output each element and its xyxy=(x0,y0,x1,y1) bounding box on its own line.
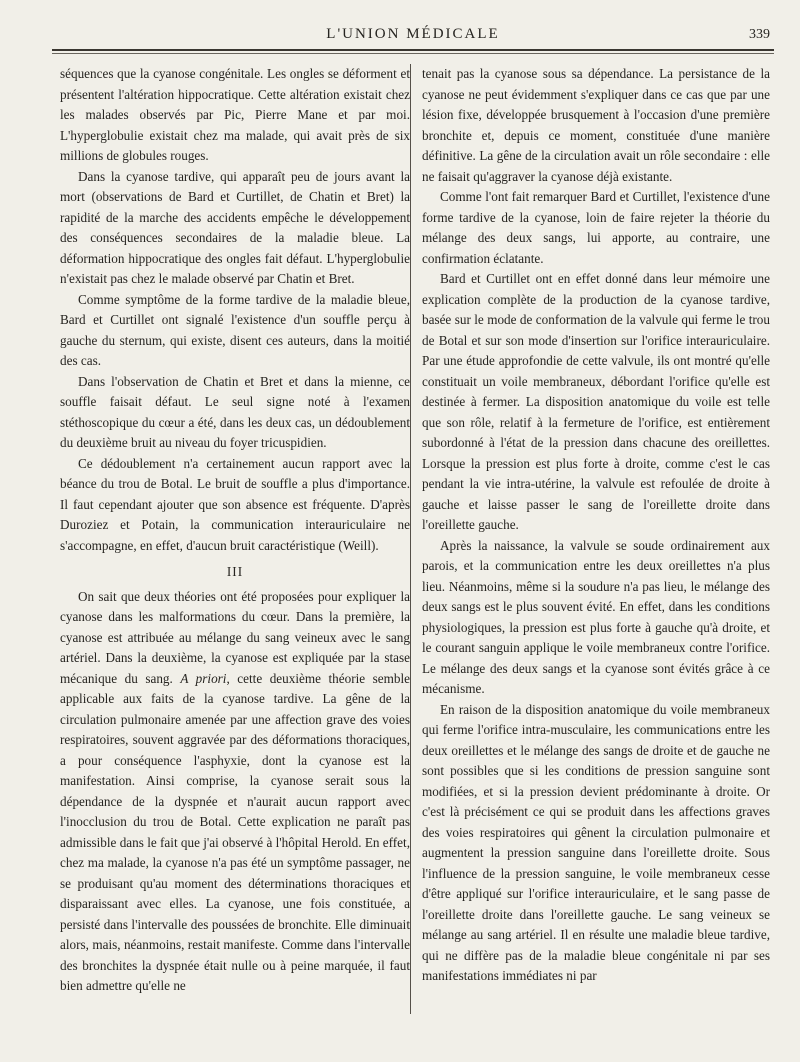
section-heading: III xyxy=(226,564,244,579)
paragraph-text: , cette deuxième théorie semble applicable aux faits de la cyanose tardive. La gêne de la circulation pulmonaire amenée par une affection grave des voies respiratoires, souvent aggravée par des déformations thoraciques, a pour conséquence l'asphyxie, dont la cyanose est la manifestation. Ainsi comprise, la cyanose serait sous la dépendance de la dyspnée et n'aurait aucun rapport avec l'inocclusion du trou de Botal. Cette explication ne paraît pas admissible dans le fait que j'ai observé à l'hôpital Herold. En effet, chez ma malade, la cyanose n'a pas été un symptôme passager, ne se produisant qu'au moment des déterminations thoraciques et disparaissant avec elles. La cyanose, une fois constituée, a persisté dans l'intervalle des poussées de bronchite. Elle diminuait alors, mais, néanmoins, restait manifeste. Comme dans l'intervalle des bronchites la dyspnée était nulle ou à peine marquée, il faut bien admettre qu'elle ne xyxy=(60,670,410,993)
header-rule xyxy=(52,49,774,51)
journal-title: L'UNION MÉDICALE xyxy=(326,26,500,42)
paragraph: Bard et Curtillet ont en effet donné dans leur mémoire une explication complète de la production de la cyanose tardive, basée sur le mode de conformation de la valvule qui ferme le trou de Botal et sur son mode d'insertion sur l'orifice interauriculaire. Par une étude approfondie de cette valvule, ils ont montré qu'elle constituait un voile membraneux, débordant l'orifice qu'elle est destinée à fermer. La disposition anatomique du voile est telle que son rôle, relatif à la fermeture de l'orifice, est entièrement subordonné à l'état de la pression dans chacune des oreillettes. Lorsque la pression est plus forte à droite, comme c'est le cas pendant la vie intra-utérine, la valvule est refoulée de droite à gauche et laisse passer le sang de l'oreillette droite dans l'oreillette gauche. xyxy=(422,271,770,532)
left-column xyxy=(60,64,410,997)
paragraph: Comme symptôme de la forme tardive de la maladie bleue, Bard et Curtillet ont signalé l'existence d'un souffle perçu à gauche du sternum, qui existe, disent ces auteurs, dans la moitié des cas. xyxy=(60,291,410,368)
paragraph: Comme l'ont fait remarquer Bard et Curtillet, l'existence d'une forme tardive de la cyanose, loin de faire rejeter la théorie du mélange des deux sangs, lui apporte, au contraire, une confirmation éclatante. xyxy=(422,189,770,266)
header-rule-thin xyxy=(52,53,774,54)
paragraph: Dans la cyanose tardive, qui apparaît peu de jours avant la mort (observations de Bard et Curtillet, de Chatin et Bret) la rapidité de la marche des accidents empêche le développement des conséquences secondaires de la maladie bleue. La déformation hippocratique des ongles fait défaut. L'hyperglobulie n'existait pas chez le malade observé par Chatin et Bret. xyxy=(60,168,410,286)
paragraph: En raison de la disposition anatomique du voile membraneux qui ferme l'orifice intra-musculaire, les communications entre les deux oreillettes et le mélange des sangs de droite et de gauche ne sont possibles que si les conditions de pression sanguine sont modifiées, et si la pression devient prédominante à droite. Or c'est là précisément ce qui se produit dans les affections graves des voies respiratoires qui gênent la circulation pulmonaire et augmentent la pression sanguine dans l'oreillette droite. Sous l'influence de la pression sanguine, le voile membraneux cesse d'être appliqué sur l'orifice interauriculaire, et le sang passe de l'oreillette droite dans l'oreillette gauche. Le sang veineux se mélange au sang artériel. Il en résulte une maladie bleue tardive, qui ne diffère pas de la maladie bleue congénitale ni par ses manifestations immédiates ni par xyxy=(422,701,770,983)
page-number: 339 xyxy=(749,27,770,42)
paragraph: tenait pas la cyanose sous sa dépendance. La persistance de la cyanose ne peut évidemment s'expliquer dans ce cas que par une lésion fixe, développée brusquement à l'occasion d'une première bronchite et, depuis ce moment, constituée d'une manière définitive. La gêne de la circulation avait un rôle secondaire : elle ne faisait qu'aggraver la cyanose déjà existante. xyxy=(422,66,770,184)
paragraph-text: On sait que deux théories ont été proposées pour expliquer la cyanose dans les malformations du cœur. Dans la première, la cyanose est attribuée au mélange du sang veineux avec le sang artériel. Dans la deuxième, la cyanose est expliquée par la stase mécanique du sang. xyxy=(60,588,410,686)
paragraph: Après la naissance, la valvule se soude ordinairement aux parois, et la communication entre les deux oreillettes n'a plus lieu. Néanmoins, même si la soudure n'a pas lieu, le mélange des deux sangs est le plus souvent évité. En effet, dans les conditions physiologiques, la pression est plus forte à gauche qu'à droite, et le courant sanguin applique le voile membraneux contre l'orifice. Le mélange des deux sangs et la cyanose sont évités grâce à ce mécanisme. xyxy=(422,537,770,696)
paragraph: Dans l'observation de Chatin et Bret et dans la mienne, ce souffle faisait défaut. Le seul signe noté à l'examen stéthoscopique du cœur a été, dans les deux cas, un dédoublement du deuxième bruit au niveau du foyer tricuspidien. xyxy=(60,373,410,450)
column-divider xyxy=(410,64,411,1014)
running-header xyxy=(52,24,774,46)
right-column xyxy=(422,64,770,987)
italic-phrase: A priori xyxy=(180,670,227,686)
paragraph xyxy=(60,587,410,997)
paragraph: Ce dédoublement n'a certainement aucun rapport avec la béance du trou de Botal. Le bruit de souffle a plus d'importance. Il faut cependant ajouter que son absence est fréquente. D'après Duroziez et Potain, la communication interauriculaire ne s'accompagne, en effet, d'aucun bruit caractéristique (Weill). xyxy=(60,455,410,553)
paragraph: séquences que la cyanose congénitale. Les ongles se déforment et présentent l'altération hippocratique. Cette altération existait chez les malades observés par Pic, Pierre Mane et par moi. L'hyperglobulie existait chez ma malade, qui avait près de six millions de globules rouges. xyxy=(60,66,410,163)
